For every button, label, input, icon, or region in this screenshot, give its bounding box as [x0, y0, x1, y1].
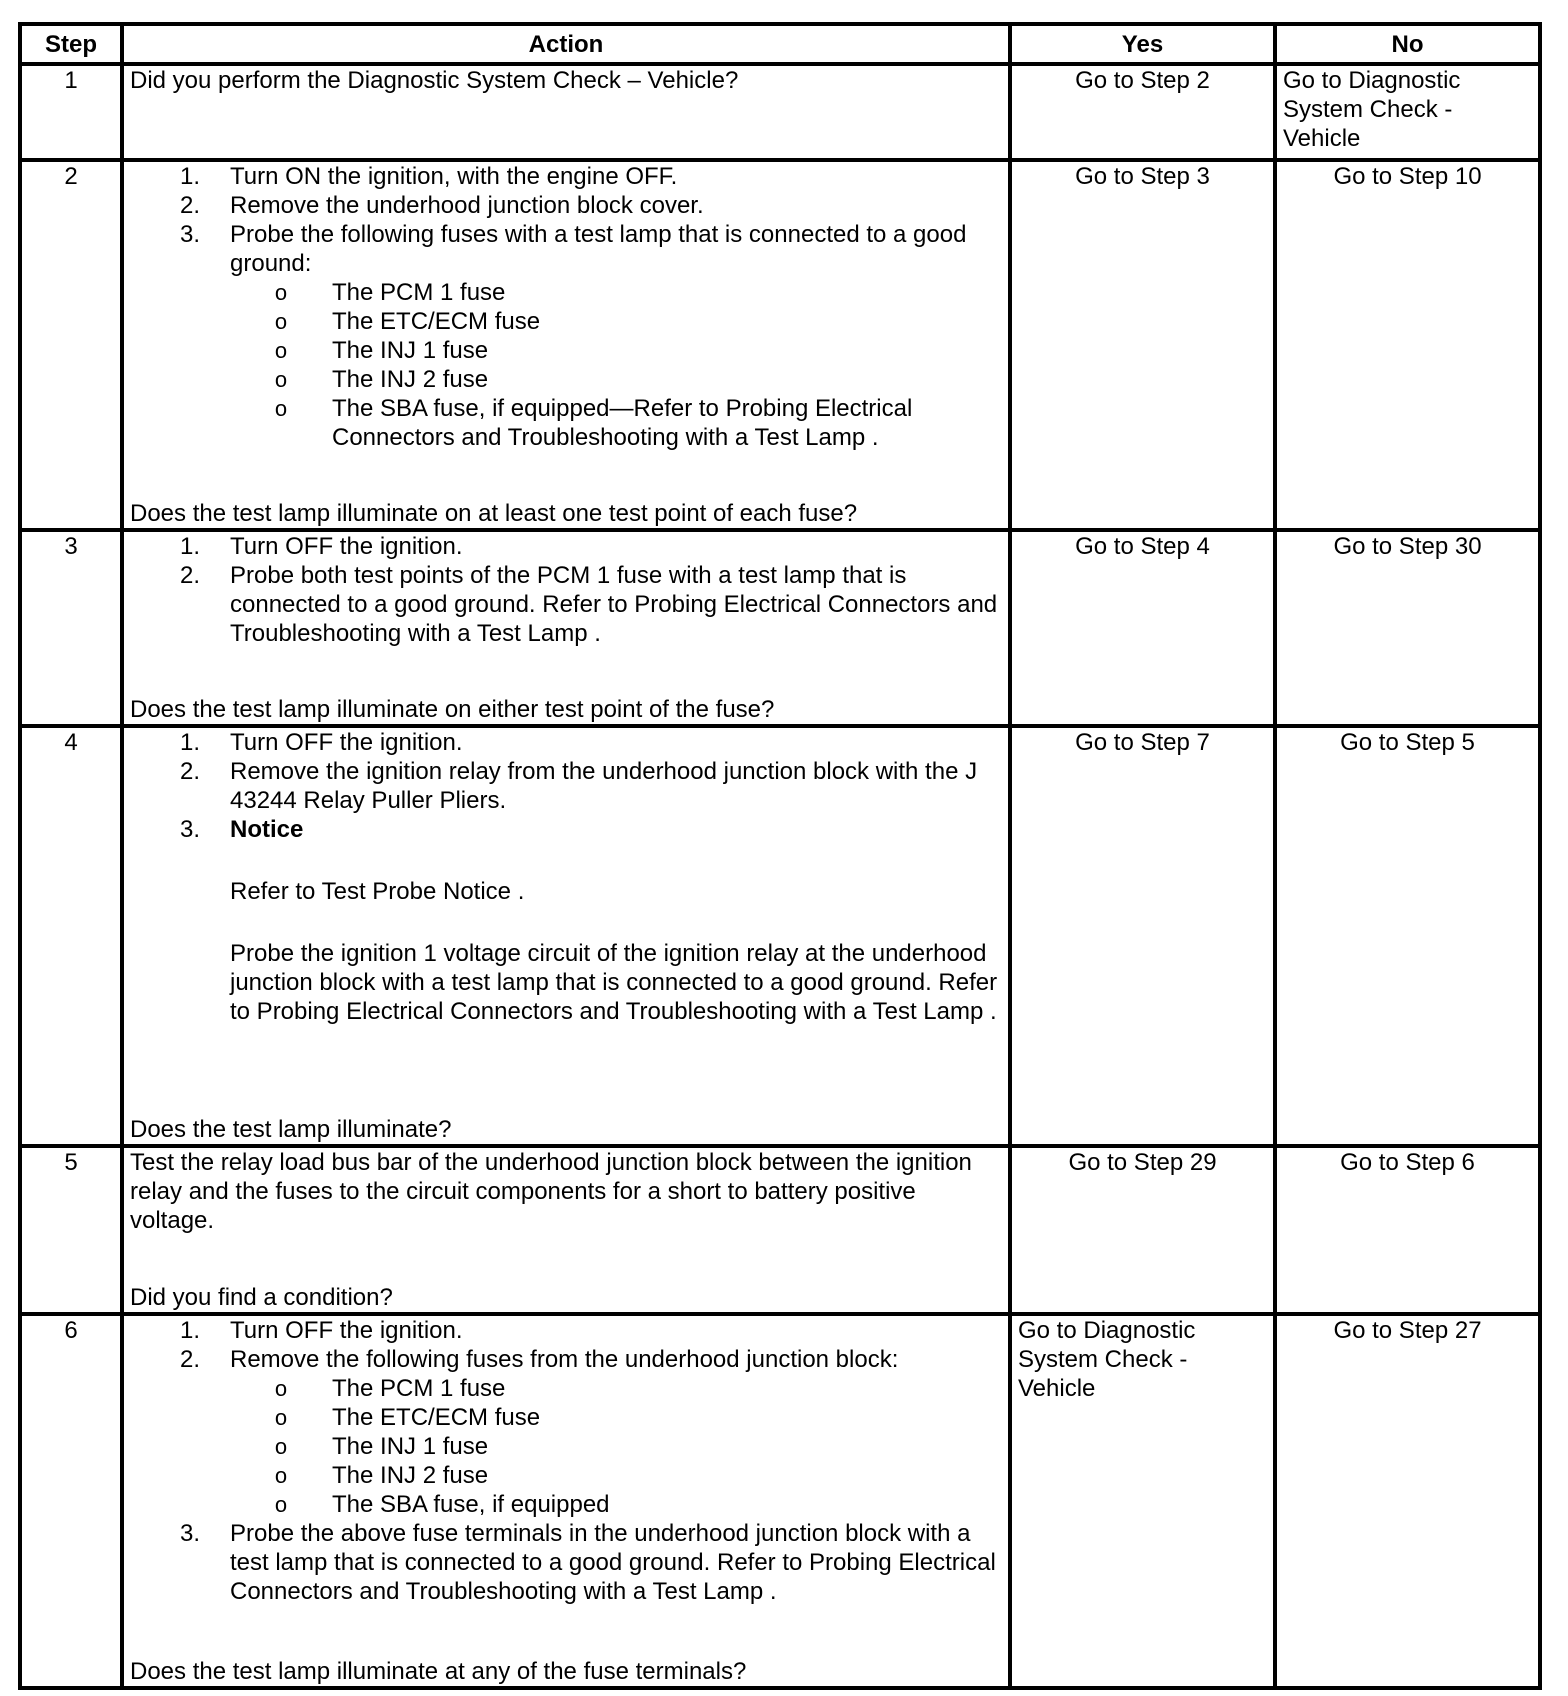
no-result: Go to Step 27	[1275, 1314, 1540, 1688]
fuse-list	[130, 1374, 1004, 1519]
bullet-icon: o	[274, 1492, 288, 1517]
action-intro: Did you perform the Diagnostic System Check – Vehicle?	[130, 67, 739, 94]
list-item: 1. Turn OFF the ignition.	[179, 1317, 463, 1344]
header-no: No	[1275, 24, 1540, 64]
list-item: 2. Remove the underhood junction block cover.	[179, 192, 704, 219]
bullet-icon: o	[274, 367, 288, 392]
list-item: 2. Probe both test points of the PCM 1 fuse with a test lamp that is connected to a good ground. Refer to Probing Electrical Connectors and Troubleshooting with a Test Lamp .	[179, 562, 998, 647]
no-result: Go to Diagnostic System Check - Vehicle	[1275, 64, 1540, 160]
list-item: 1. Turn OFF the ignition.	[179, 729, 463, 756]
table-row-step-3	[20, 530, 1540, 726]
step-number: 2	[20, 160, 122, 530]
list-item: 3. Probe the following fuses with a test lamp that is connected to a good ground:	[179, 221, 967, 277]
table-row-step-5	[20, 1146, 1540, 1314]
bullet-item: o The ETC/ECM fuse	[130, 307, 1004, 336]
yes-result: Go to Step 29	[1010, 1146, 1275, 1314]
no-result: Go to Step 10	[1275, 160, 1540, 530]
bullet-icon: o	[274, 309, 288, 334]
table-row-step-4	[20, 726, 1540, 1146]
action-cell	[122, 64, 1010, 160]
action-cell	[122, 726, 1010, 1146]
bullet-icon: o	[274, 280, 288, 305]
bullet-item: o The INJ 2 fuse	[130, 365, 1004, 394]
header-step: Step	[20, 24, 122, 64]
yes-result: Go to Step 4	[1010, 530, 1275, 726]
bullet-item: o The SBA fuse, if equipped—Refer to Probing Electrical Connectors and Troubleshooting with a Test Lamp .	[130, 394, 1004, 452]
step-number: 5	[20, 1146, 122, 1314]
bullet-item: o The PCM 1 fuse	[130, 278, 1004, 307]
notice-heading: Notice	[230, 816, 304, 843]
no-result: Go to Step 30	[1275, 530, 1540, 726]
action-cell	[122, 1314, 1010, 1688]
bullet-icon: o	[274, 338, 288, 363]
numbered-list	[130, 728, 1004, 1026]
list-item: 2. Remove the following fuses from the underhood junction block:	[179, 1346, 899, 1373]
list-item: 2. Remove the ignition relay from the underhood junction block with the J 43244 Relay Puller Pliers.	[179, 758, 978, 814]
header-yes: Yes	[1010, 24, 1275, 64]
bullet-item: o The PCM 1 fuse	[130, 1374, 1004, 1403]
bullet-icon: o	[274, 1434, 288, 1459]
step-number: 6	[20, 1314, 122, 1688]
bullet-item: o The ETC/ECM fuse	[130, 1403, 1004, 1432]
yes-result: Go to Step 2	[1010, 64, 1275, 160]
table-row-step-2	[20, 160, 1540, 530]
bullet-item: o The INJ 1 fuse	[130, 1432, 1004, 1461]
step-number: 3	[20, 530, 122, 726]
header-row	[20, 24, 1540, 64]
action-cell	[122, 530, 1010, 726]
list-item: 3. Notice Refer to Test Probe Notice . Probe the ignition 1 voltage circuit of the ignition relay at the underhood junction block with a test lamp that is connected to a good ground. Refer to Probing Electrical Connectors and Troubleshooting with a Test Lamp .	[130, 815, 1004, 1026]
numbered-list	[130, 1316, 1004, 1374]
action-question: Did you find a condition?	[130, 1284, 393, 1311]
probe-instruction: Probe the ignition 1 voltage circuit of the ignition relay at the underhood junction block with a test lamp that is connected to a good ground. Refer to Probing Electrical Connectors and Troubleshooting with a Test Lamp .	[230, 940, 998, 1025]
bullet-icon: o	[274, 1405, 288, 1430]
action-intro: Test the relay load bus bar of the underhood junction block between the ignition relay and the fuses to the circuit components for a short to battery positive voltage.	[130, 1149, 972, 1234]
action-question: Does the test lamp illuminate on either test point of the fuse?	[130, 696, 775, 723]
bullet-item: o The INJ 1 fuse	[130, 336, 1004, 365]
table-row-step-6	[20, 1314, 1540, 1688]
bullet-icon: o	[274, 1463, 288, 1488]
action-question: Does the test lamp illuminate at any of the fuse terminals?	[130, 1658, 747, 1685]
diagnostic-table	[18, 22, 1542, 1690]
bullet-icon: o	[274, 1376, 288, 1401]
list-item: 3. Probe the above fuse terminals in the underhood junction block with a test lamp that is connected to a good ground. Refer to Probing Electrical Connectors and Troubleshooting with a Test Lamp .	[179, 1520, 996, 1605]
numbered-list	[130, 532, 1004, 648]
bullet-item: o The INJ 2 fuse	[130, 1461, 1004, 1490]
numbered-list	[130, 162, 1004, 278]
bullet-icon: o	[274, 396, 288, 421]
list-item: 1. Turn ON the ignition, with the engine OFF.	[179, 163, 678, 190]
step-number: 1	[20, 64, 122, 160]
numbered-list	[130, 1519, 1004, 1606]
yes-result: Go to Diagnostic System Check - Vehicle	[1010, 1314, 1275, 1688]
bullet-item: o The SBA fuse, if equipped	[130, 1490, 1004, 1519]
action-cell	[122, 1146, 1010, 1314]
yes-result: Go to Step 7	[1010, 726, 1275, 1146]
step-number: 4	[20, 726, 122, 1146]
action-question: Does the test lamp illuminate on at least one test point of each fuse?	[130, 500, 858, 527]
action-cell	[122, 160, 1010, 530]
table-row-step-1	[20, 64, 1540, 160]
no-result: Go to Step 6	[1275, 1146, 1540, 1314]
list-item: 1. Turn OFF the ignition.	[179, 533, 463, 560]
fuse-list	[130, 278, 1004, 452]
header-action: Action	[122, 24, 1010, 64]
action-question: Does the test lamp illuminate?	[130, 1116, 452, 1143]
notice-text: Refer to Test Probe Notice .	[230, 878, 525, 905]
yes-result: Go to Step 3	[1010, 160, 1275, 530]
no-result: Go to Step 5	[1275, 726, 1540, 1146]
